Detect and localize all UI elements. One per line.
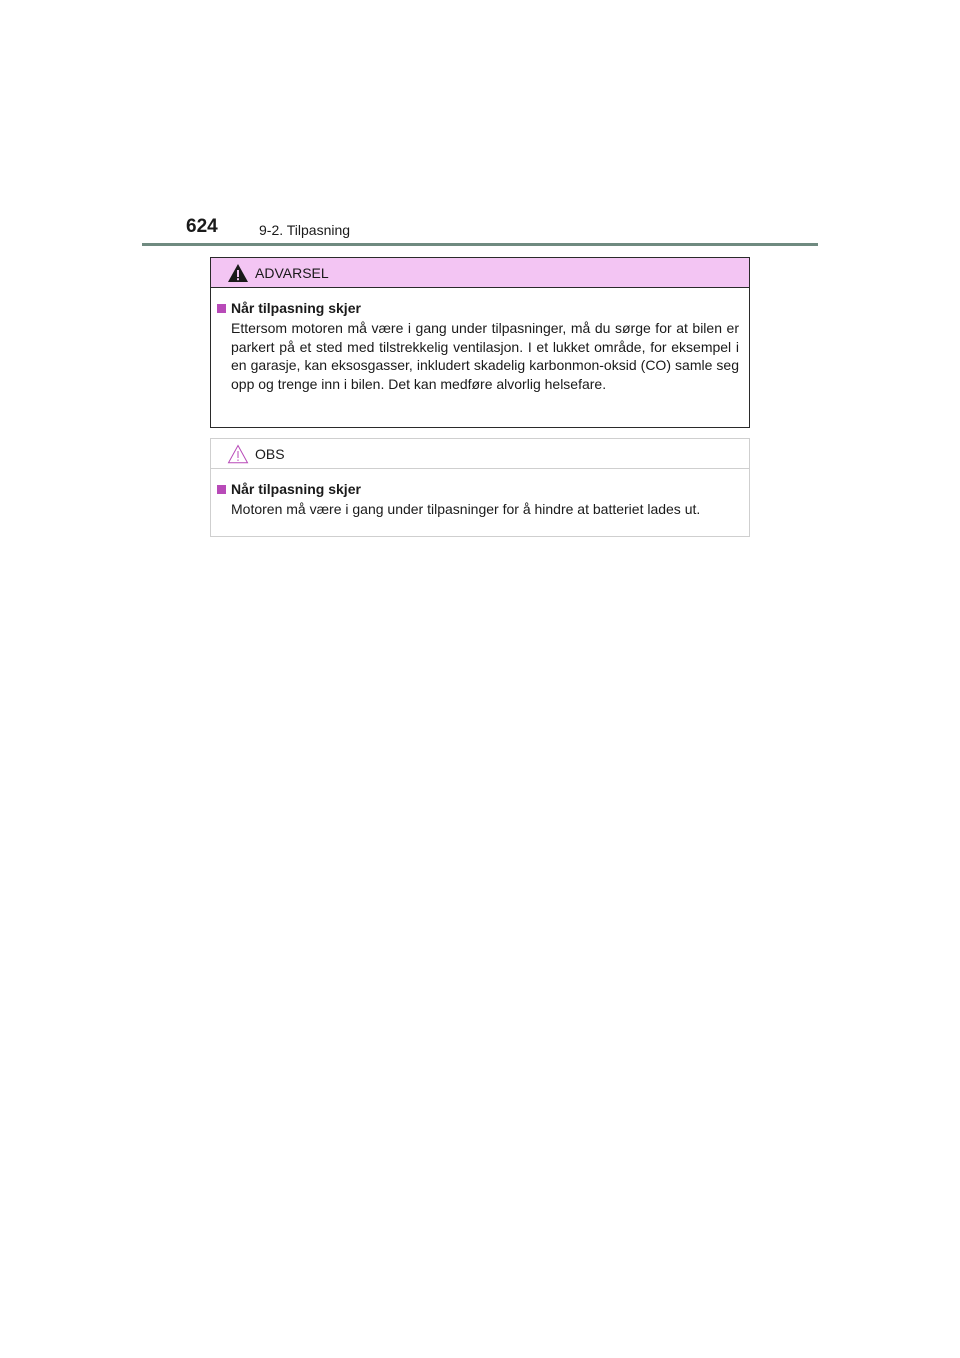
- notice-label: OBS: [255, 446, 285, 462]
- section-title: 9-2. Tilpasning: [259, 222, 351, 238]
- page-number: 624: [186, 216, 218, 237]
- warning-item-text: Ettersom motoren må være i gang under tilpasninger, må du sørge for at bilen er parkert på et sted med tilstrekkelig ventilasjon. I et lukket område, for eksempel i en garasje, kan eksosgasser, inkludert skadelig karbonmon-oksid (CO) samle seg opp og trenge inn i bilen. Det kan medføre alvorlig helsefare.: [231, 320, 739, 392]
- warning-triangle-outline-icon: [227, 444, 249, 464]
- notice-item-text: Motoren må være i gang under tilpasninger for å hindre at batteriet lades ut.: [231, 501, 701, 517]
- notice-item-heading: [217, 481, 739, 497]
- header-rule: [142, 243, 818, 246]
- notice-box-header: [211, 439, 749, 469]
- warning-triangle-filled-icon: [227, 263, 249, 283]
- notice-body: [211, 469, 749, 519]
- bullet-square-icon: [217, 304, 226, 313]
- bullet-square-icon: [217, 485, 226, 494]
- warning-item-heading-text: Når tilpasning skjer: [231, 300, 361, 316]
- warning-item-heading: [217, 300, 739, 316]
- warning-box: [210, 257, 750, 428]
- warning-box-header: [211, 258, 749, 288]
- notice-box: [210, 438, 750, 537]
- notice-item-heading-text: Når tilpasning skjer: [231, 481, 361, 497]
- warning-label: ADVARSEL: [255, 265, 329, 281]
- warning-body: [211, 288, 749, 393]
